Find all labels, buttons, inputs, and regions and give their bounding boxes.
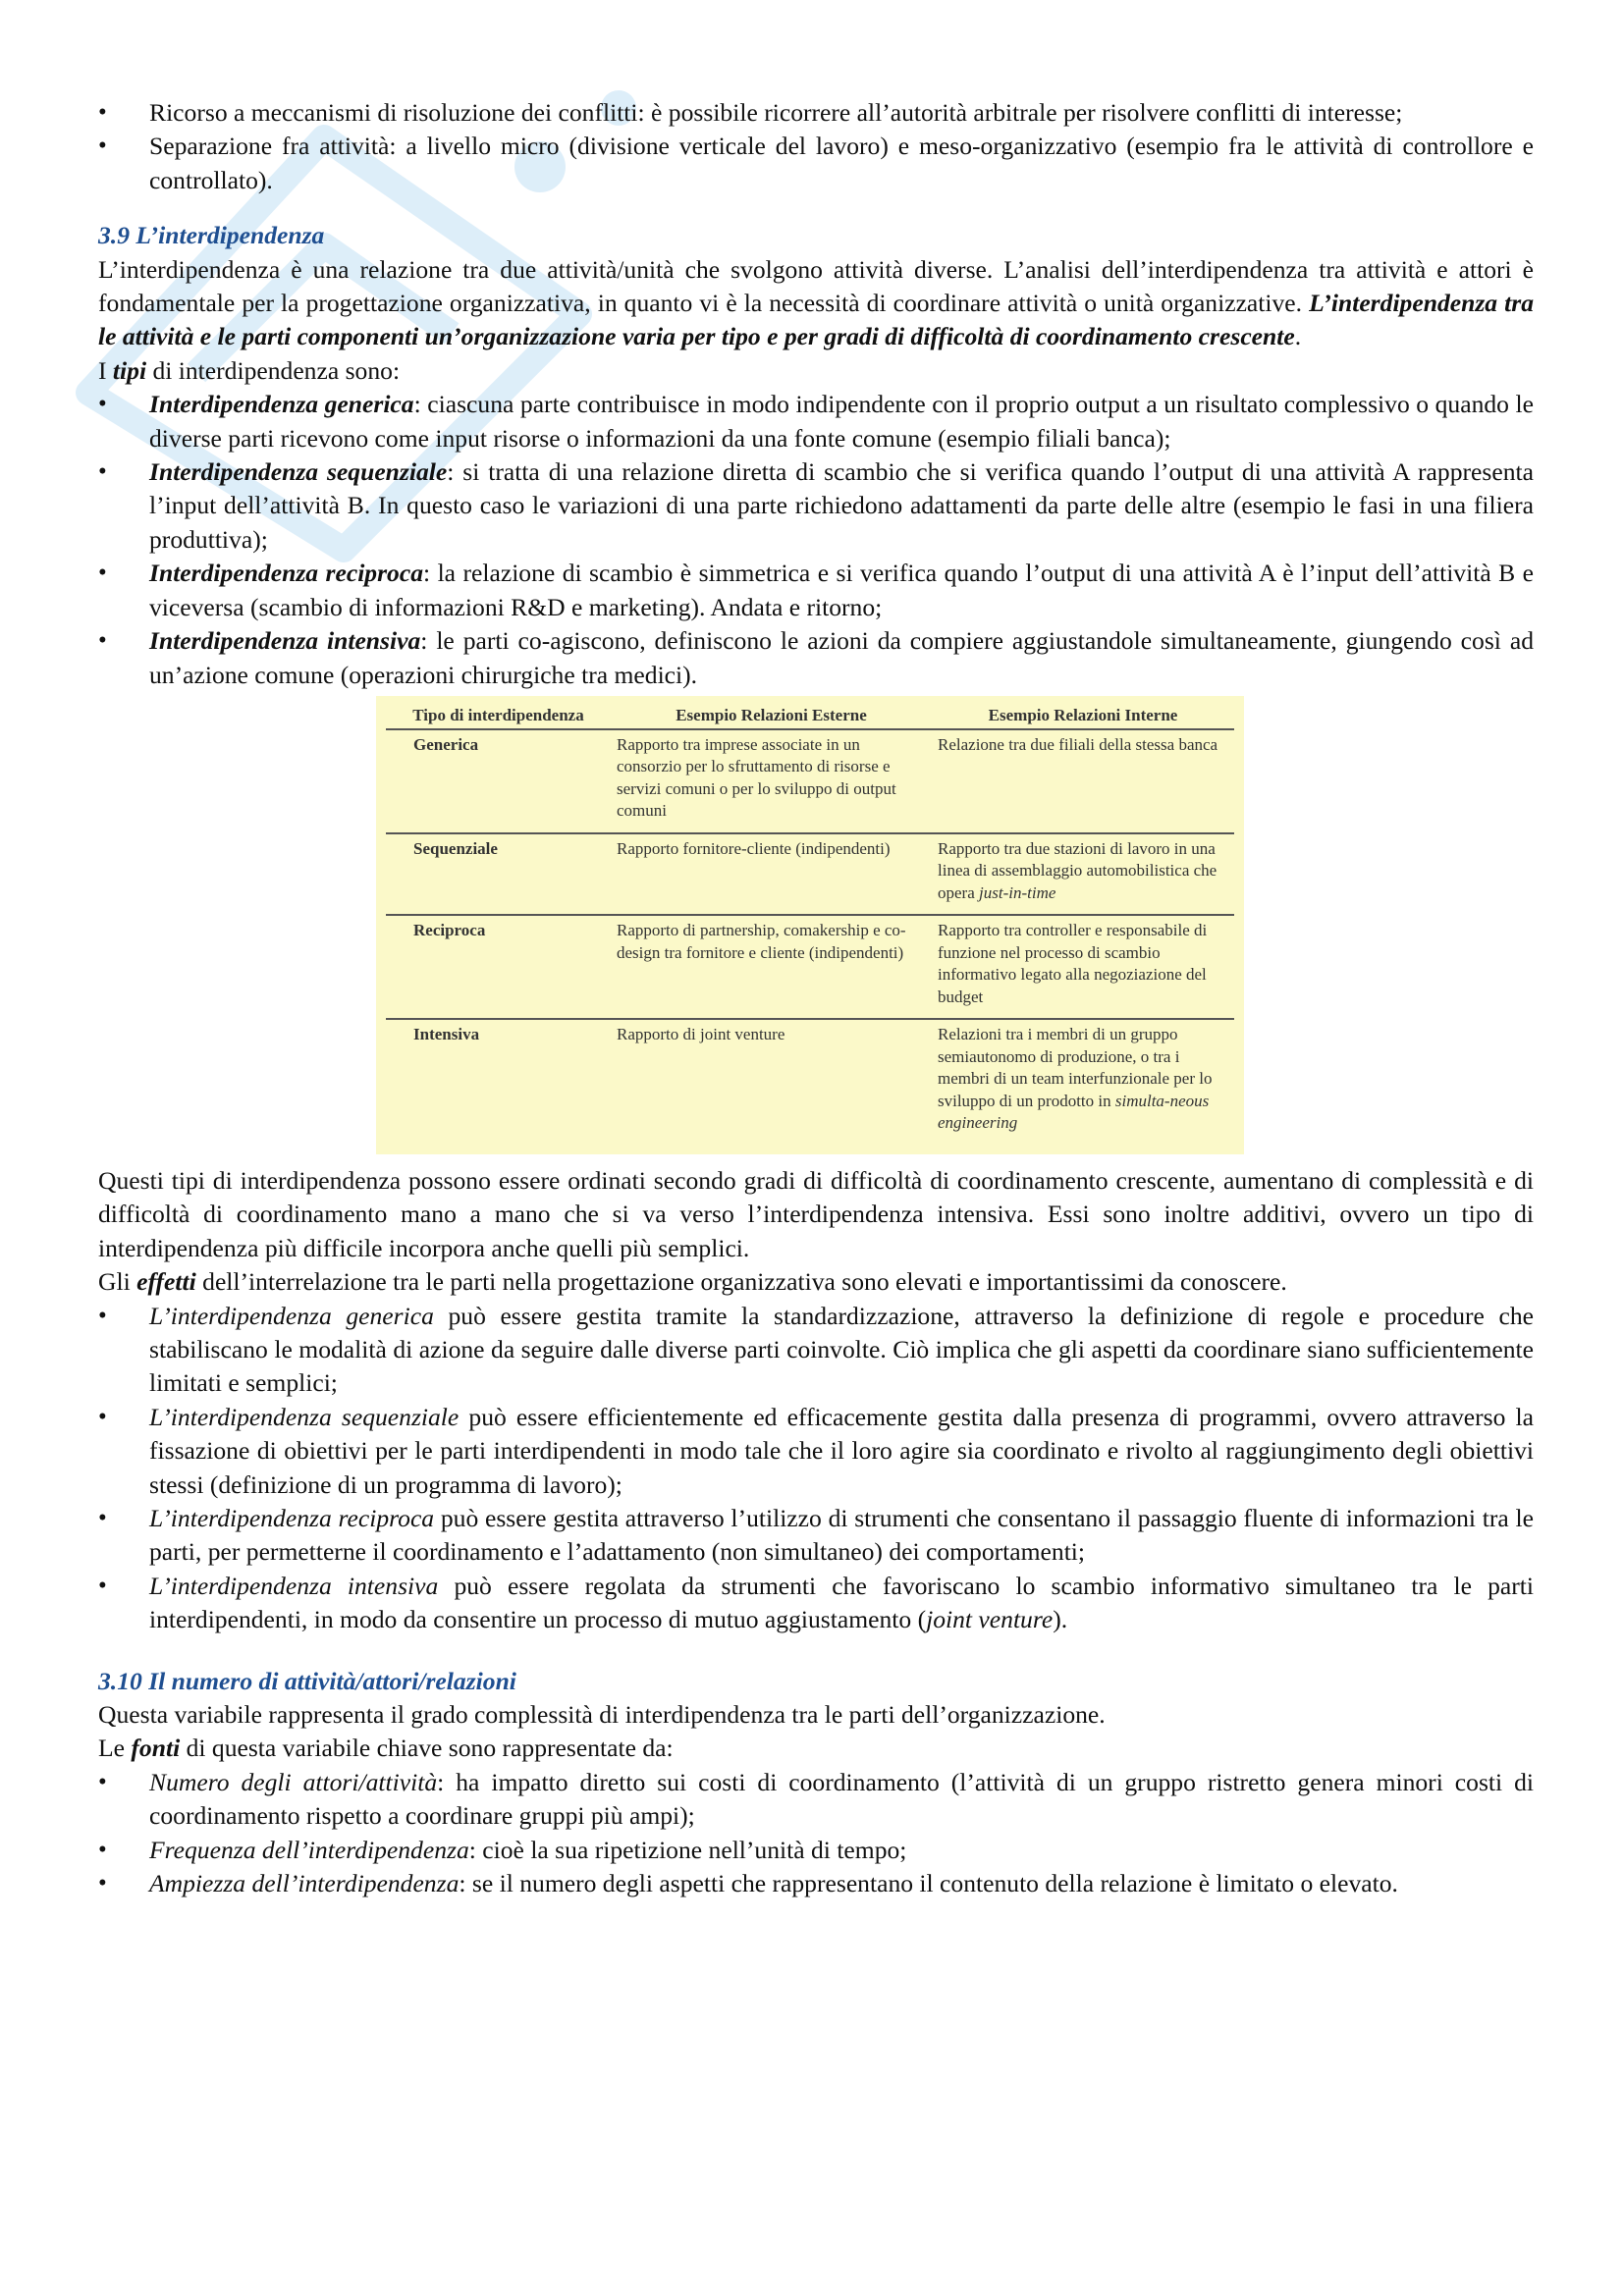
list-item: • Ampiezza dell’interdipendenza: se il numero degli aspetti che rappresentano il contenuto della relazione è limitato o elevato. [98,1867,1534,1900]
conflict-bullets [98,96,1534,197]
list-item: • L’interdipendenza generica può essere gestita tramite la standardizzazione, attraverso la definizione di regole e procedure che stabiliscano le modalità di azione da seguire dalle diverse parti coinvolte. Ciò implica che gli aspetti da coordinare siano sufficientemente limitati e semplici; [98,1300,1534,1401]
effects-lead: Gli effetti dell’interrelazione tra le parti nella progettazione organizzativa sono elevati e importantissimi da conoscere. [98,1267,1287,1297]
list-item: • Interdipendenza sequenziale: si tratta di una relazione diretta di scambio che si verifica quando l’output di una attività A rappresenta l’input dell’attività B. In questo caso le variazioni di una parte richiedono adattamenti da parte delle altre (esempio le fasi in una filiera produttiva); [98,455,1534,557]
list-item: • Interdipendenza intensiva: le parti co-agiscono, definiscono le azioni da compiere aggiustandole simultaneamente, giungendo così ad un’azione comune (operazioni chirurgiche tra medici). [98,624,1534,692]
sources-list [98,1766,1534,1901]
table-row: Sequenziale Rapporto fornitore-cliente (indipendenti) Rapporto tra due stazioni di lavoro in una linea di assemblaggio automobilistica che opera just-in-time [386,833,1234,916]
list-item: • Interdipendenza reciproca: la relazione di scambio è simmetrica e si verifica quando l’output di una attività A è l’input dell’attività B e viceversa (scambio di informazioni R&D e marketing). Andata e ritorno; [98,557,1534,624]
list-item: • Interdipendenza generica: ciascuna parte contribuisce in modo indipendente con il proprio output a un risultato complessivo o quando le diverse parti ricevono come input risorse o informazioni da una fonte comune (esempio filiali banca); [98,388,1534,455]
table-header-type: Tipo di interdipendenza [412,705,584,724]
intro-paragraph: L’interdipendenza è una relazione tra due attività/unità che svolgono attività diverse. L’analisi dell’interdipendenza tra attività e attori è fondamentale per la progettazione organizzativa, in quanto vi è la necessità di coordinare attività o unità organizzative. L’interdipendenza tra le attività e le parti componenti un’organizzazione varia per tipo e per gradi di difficoltà di coordinamento crescente. [98,254,1535,351]
interdependence-table [376,696,1244,1154]
list-item: • L’interdipendenza reciproca può essere gestita attraverso l’utilizzo di strumenti che consentano il passaggio fluente di informazioni tra le parti, per permetterne il coordinamento e l’adattamento (non simultaneo) dei comportamenti; [98,1502,1534,1570]
table-row: Generica Rapporto tra imprese associate in un consorzio per lo sfruttamento di risorse e servizi comuni o per lo sviluppo di output comuni Relazione tra due filiali della stessa banca [386,729,1234,833]
table-row: Intensiva Rapporto di joint venture Relazioni tra i membri di un gruppo semiautonomo di produzione, o tra i membri di un team interfunzionale per lo sviluppo di un prodotto in simulta-neous engineering [386,1019,1234,1145]
sources-lead: Le fonti di questa variabile chiave sono rappresentate da: [98,1734,674,1763]
list-item: • Frequenza dell’interdipendenza: cioè la sua ripetizione nell’unità di tempo; [98,1834,1534,1867]
list-item: • Separazione fra attività: a livello micro (divisione verticale del lavoro) e meso-organizzativo (esempio fra le attività di controllore e controllato). [98,130,1534,197]
table-header-internal: Esempio Relazioni Interne [988,705,1178,724]
table-row: Reciproca Rapporto di partnership, comakership e co-design tra fornitore e cliente (indipendenti) Rapporto tra controller e responsabile di funzione nel processo di scambio informativo legato alla negoziazione del budget [386,915,1234,1019]
list-item: • Numero degli attori/attività: ha impatto diretto sui costi di coordinamento (l’attività di un gruppo ristretto genera minori costi di coordinamento rispetto a coordinare gruppi più ampi); [98,1766,1534,1834]
effects-list [98,1300,1534,1637]
list-item: • Ricorso a meccanismi di risoluzione dei conflitti: è possibile ricorrere all’autorità arbitrale per risolvere conflitti di interesse; [98,96,1534,130]
table-header-external: Esempio Relazioni Esterne [676,705,867,724]
document-page [98,96,1534,1900]
ordering-paragraph: Questi tipi di interdipendenza possono essere ordinati secondo gradi di difficoltà di coordinamento crescente, aumentano di complessità e di difficoltà di coordinamento mano a mano che si va verso l’interdipendenza intensiva. Essi sono inoltre additivi, ovvero un tipo di interdipendenza più difficile incorpora anche quelli più semplici. [98,1165,1534,1262]
types-lead: I tipi di interdipendenza sono: [98,355,401,385]
list-item: • L’interdipendenza sequenziale può essere efficientemente ed efficacemente gestita dalla presenza di programmi, ovvero attraverso la fissazione di obiettivi per le parti interdipendenti in modo tale che il loro agire sia coordinato e rivolto al raggiungimento degli obiettivi stessi (definizione di un programma di lavoro); [98,1401,1534,1502]
variable-paragraph: Questa variabile rappresenta il grado complessità di interdipendenza tra le parti dell’organizzazione. [98,1700,1106,1729]
list-item: • L’interdipendenza intensiva può essere regolata da strumenti che favoriscano lo scambio informativo simultaneo tra le parti interdipendenti, in modo da consentire un processo di mutuo aggiustamento (joint venture). [98,1570,1534,1637]
section-heading-3-10: 3.10 Il numero di attività/attori/relazioni [98,1666,516,1695]
section-heading-3-9: 3.9 L’interdipendenza [98,221,325,250]
types-list [98,388,1534,692]
